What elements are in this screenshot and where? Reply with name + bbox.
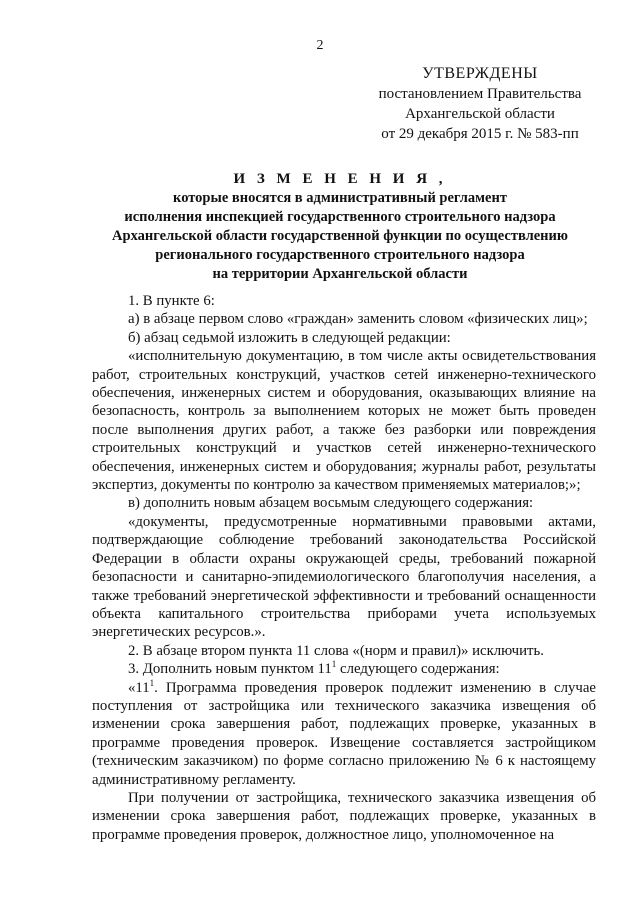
approval-line-3: от 29 декабря 2015 г. № 583-пп — [381, 126, 579, 142]
heading-line-5: на территории Архангельской области — [212, 266, 468, 282]
approval-title: УТВЕРЖДЕНЫ — [422, 65, 538, 82]
paragraph-item-1: 1. В пункте 6: — [128, 293, 215, 309]
paragraph-item-1a: а) в абзаце первом слово «граждан» заменить словом «физических лиц»; — [128, 311, 588, 328]
paragraph-quote-1: «исполнительную документацию, в том числе акты освидетельствования работ, строительных конструкций, участков сетей инженерно-технического обеспечения, инженерных систем и оборудования, оказывающих влияние на безопасность, контроль за выполнением которых не может быть проведен после выполнения других работ, а также без разборки или повреждения строительных конструкций и участков сетей инженерно-технического обеспечения, инженерных систем и оборудования; журналы работ, результаты экспертиз, документы по контролю за качеством применяемых материалов;»; — [92, 348, 596, 494]
paragraph-quote-3-num: «11 — [128, 679, 150, 696]
superscript: 1 — [149, 677, 155, 688]
approval-line-1: постановлением Правительства — [378, 86, 582, 102]
heading-line-1: которые вносятся в административный регламент — [173, 190, 507, 206]
approval-line-2: Архангельской области — [405, 106, 555, 122]
paragraph-quote-3 — [92, 679, 596, 789]
page-number: 2 — [316, 38, 324, 53]
paragraph-item-3-text: 3. Дополнить новым пунктом 11 — [128, 661, 332, 678]
paragraph-item-1b: б) абзац седьмой изложить в следующей редакции: — [128, 329, 451, 346]
document-heading — [80, 170, 600, 284]
heading-line-4: регионального государственного строительного надзора — [155, 247, 525, 263]
document-body — [92, 292, 596, 844]
paragraph-quote-3-text: . Программа проведения проверок подлежит изменению в случае поступления от застройщика или технического заказчика извещения об изменении срока завершения работ, подлежащих проверке, указанных в программе проведения проверок. Извещение составляется застройщиком (техническим заказчиком) по форме согласно приложению № 6 к настоящему административному регламенту. — [92, 679, 596, 788]
paragraph-continuation: При получении от застройщика, технического заказчика извещения об изменении срока завершения работ, подлежащих проверке, указанных в программе проведения проверок, должностное лицо, уполномоченное на — [92, 789, 596, 843]
paragraph-quote-2: «документы, предусмотренные нормативными правовыми актами, подтверждающие соблюдение требований законодательства Российской Федерации в области охраны окружающей среды, требований пожарной безопасности и санитарно-эпидемиологического благополучия населения, а также требований энергетической эффективности и требований оснащенности объекта капитального строительства приборами учета используемых энергетических ресурсов.». — [92, 513, 596, 641]
superscript: 1 — [331, 659, 337, 670]
paragraph-item-3-tail: следующего содержания: — [336, 661, 500, 678]
paragraph-item-1c: в) дополнить новым абзацем восьмым следующего содержания: — [128, 495, 534, 512]
heading-line-2: исполнения инспекцией государственного строительного надзора — [124, 209, 556, 225]
heading-line-3: Архангельской области государственной функции по осуществлению — [112, 228, 568, 244]
paragraph-item-2: 2. В абзаце втором пункта 11 слова «(норм и правил)» исключить. — [128, 642, 544, 659]
paragraph-item-3 — [92, 660, 596, 678]
heading-title: И З М Е Н Е Н И Я , — [233, 171, 447, 187]
approval-block — [360, 64, 600, 144]
